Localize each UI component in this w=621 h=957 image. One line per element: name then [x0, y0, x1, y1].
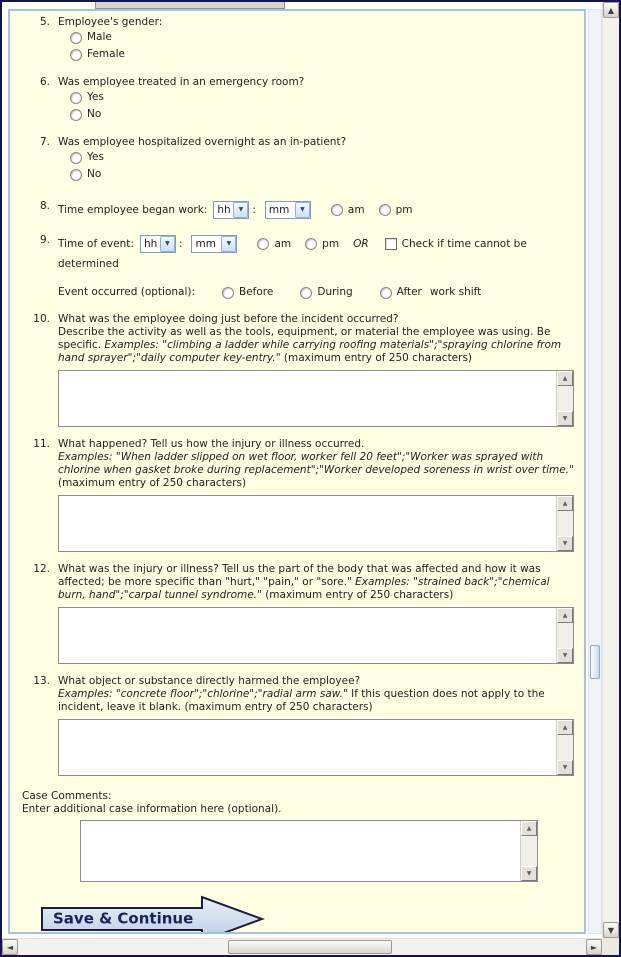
horizontal-scrollbar[interactable] — [2, 938, 602, 955]
examples-text: Examples: "When ladder slipped on wet floor, worker fell 20 feet";"Worker was sprayed with chlorine when gasket broke during replacement";"Worker developed soreness in wrist over time." — [58, 451, 574, 476]
textarea-scrollbar[interactable] — [556, 720, 573, 775]
began-work-hour-select[interactable]: hh ▼ — [213, 201, 249, 219]
question-number: 12. — [33, 563, 50, 575]
q11-what-happened-textarea[interactable] — [58, 495, 574, 552]
question-label: What object or substance directly harmed the employee? — [58, 675, 361, 687]
question-number: 10. — [33, 313, 50, 325]
question-label: Time of event: — [58, 238, 134, 250]
question-8: 8. Time employee began work: hh ▼ : mm ▼ am pm — [22, 200, 574, 220]
down-arrow-icon: ▼ — [607, 925, 615, 935]
scroll-down-icon[interactable]: ▼ — [557, 648, 573, 663]
scroll-up-button[interactable] — [603, 2, 619, 18]
scroll-down-icon[interactable]: ▼ — [557, 411, 573, 426]
began-work-minute-select[interactable]: mm ▼ — [265, 201, 311, 219]
radio-before[interactable] — [222, 287, 234, 299]
work-shift-label: work shift — [429, 286, 482, 298]
scroll-down-icon[interactable]: ▼ — [557, 760, 573, 775]
radio-label: No — [87, 108, 102, 120]
radio-hospitalized-yes[interactable] — [70, 152, 82, 164]
question-label: What was the injury or illness? Tell us the part of the body that was affected and how it was affected; be more specific than "hurt," "pain," or "sore." Examples: "strained back";"chemical burn, hand";"carpal tunnel syndrome." (maximum entry of 250 characters) — [58, 563, 550, 601]
scroll-up-icon[interactable]: ▲ — [557, 608, 573, 623]
case-comments-section — [22, 790, 574, 882]
case-comments-sublabel: Enter additional case information here (optional). — [22, 803, 282, 815]
scroll-up-icon[interactable]: ▲ — [521, 821, 537, 836]
up-arrow-icon: ▲ — [607, 5, 615, 15]
question-description — [58, 688, 574, 714]
question-number: 6. — [39, 76, 50, 88]
question-number: 8. — [39, 200, 50, 212]
question-12 — [22, 563, 574, 664]
question-number: 5. — [39, 16, 50, 28]
scroll-up-icon[interactable]: ▲ — [557, 371, 573, 386]
radio-event-am[interactable] — [257, 238, 269, 250]
form-scrollbar[interactable] — [588, 9, 602, 934]
question-6 — [22, 76, 574, 123]
event-hour-select[interactable]: hh ▼ — [140, 235, 176, 253]
question-label: What happened? Tell us how the injury or illness occurred. — [58, 438, 365, 450]
radio-option-during[interactable]: During — [300, 286, 352, 299]
question-description — [58, 451, 574, 490]
scroll-up-icon[interactable]: ▲ — [557, 720, 573, 735]
max-chars-note: (maximum entry of 250 characters) — [265, 589, 454, 601]
radio-event-pm[interactable] — [305, 238, 317, 250]
question-number: 13. — [33, 675, 50, 687]
event-minute-select[interactable]: mm ▼ — [191, 235, 237, 253]
clipped-control[interactable] — [95, 2, 285, 9]
max-chars-note: (maximum entry of 250 characters) — [283, 352, 473, 364]
radio-er-yes[interactable] — [70, 92, 82, 104]
radio-option-female[interactable] — [70, 46, 574, 63]
save-continue-button[interactable] — [40, 894, 266, 934]
textarea-scrollbar[interactable] — [556, 608, 573, 663]
question-7 — [22, 136, 574, 183]
left-arrow-icon: ◄ — [6, 942, 14, 952]
radio-option-er-no[interactable] — [70, 106, 574, 123]
q13-object-substance-textarea[interactable] — [58, 719, 574, 776]
question-11 — [22, 438, 574, 552]
radio-male[interactable] — [70, 32, 82, 44]
max-chars-note: If this question does not apply to the incident, leave it blank. (maximum entry of 250 characters) — [58, 688, 545, 713]
textarea-scrollbar[interactable] — [520, 821, 537, 881]
incident-report-form — [8, 9, 586, 934]
radio-er-no[interactable] — [70, 109, 82, 121]
radio-option-before[interactable]: Before — [222, 286, 273, 299]
question-13 — [22, 675, 574, 776]
dropdown-arrow-icon: ▼ — [160, 236, 175, 252]
examples-text: Examples: "climbing a ladder while carrying roofing materials";"spraying chlorine from hand sprayer";"daily computer key-entry." — [58, 339, 562, 364]
radio-began-am[interactable] — [331, 204, 343, 216]
question-label: Was employee hospitalized overnight as an in-patient? — [58, 136, 347, 148]
radio-option-hospitalized-no[interactable] — [70, 166, 574, 183]
radio-option-er-yes[interactable] — [70, 89, 574, 106]
question-number: 7. — [39, 136, 50, 148]
radio-label: Male — [87, 31, 112, 43]
checkbox-label: Check if time cannot be determined — [58, 238, 527, 270]
case-comments-label: Case Comments: — [22, 790, 112, 802]
q12-injury-illness-textarea[interactable] — [58, 607, 574, 664]
scroll-right-button[interactable] — [586, 939, 602, 955]
radio-label: Yes — [87, 91, 104, 103]
question-label: Time employee began work: — [58, 204, 208, 216]
scroll-left-button[interactable] — [2, 939, 18, 955]
vertical-scrollbar[interactable] — [602, 2, 619, 938]
radio-female[interactable] — [70, 49, 82, 61]
time-undetermined-checkbox[interactable] — [385, 238, 397, 250]
right-arrow-icon: ► — [590, 942, 598, 952]
scroll-down-icon[interactable]: ▼ — [521, 866, 537, 881]
question-number: 11. — [33, 438, 50, 450]
scroll-down-icon[interactable]: ▼ — [557, 536, 573, 551]
scroll-up-icon[interactable]: ▲ — [557, 496, 573, 511]
radio-label: Yes — [87, 151, 104, 163]
radio-option-began-am[interactable]: am — [331, 200, 365, 220]
dropdown-arrow-icon: ▼ — [233, 202, 248, 218]
radio-option-event-pm[interactable]: pm — [305, 234, 339, 254]
question-9: 9. Time of event: hh ▼ : mm ▼ am pm OR Check if time cannot be determined Event occurred (optional): Before During After work shift — [22, 234, 574, 301]
dropdown-arrow-icon: ▼ — [295, 202, 310, 218]
radio-label: No — [87, 168, 102, 180]
radio-option-male[interactable] — [70, 29, 574, 46]
radio-label: Female — [87, 48, 125, 60]
examples-text: Examples: "concrete floor";"chlorine";"radial arm saw." — [58, 688, 352, 700]
radio-during[interactable] — [300, 287, 312, 299]
question-label: Employee's gender: — [58, 16, 163, 28]
horizontal-scrollbar-thumb[interactable] — [228, 940, 392, 954]
radio-began-pm[interactable] — [379, 204, 391, 216]
question-number: 9. — [39, 234, 50, 246]
question-label: Was employee treated in an emergency room? — [58, 76, 305, 88]
question-description: Describe the activity as well as the tools, equipment, or material the employee was using. Be specific. Examples: "climbing a ladder while carrying roofing materials";"spraying chlorine from hand sprayer";"daily computer key-entry." (maximum entry of 250 characters) — [58, 326, 562, 364]
radio-after[interactable] — [380, 287, 392, 299]
question-5 — [22, 16, 574, 63]
save-continue-label: Save & Continue — [53, 909, 194, 928]
textarea-scrollbar[interactable] — [556, 371, 573, 426]
textarea-scrollbar[interactable] — [556, 496, 573, 551]
case-comments-textarea[interactable] — [80, 820, 538, 882]
event-occurred-label: Event occurred (optional): — [58, 286, 196, 298]
q10-description-textarea[interactable] — [58, 370, 574, 427]
question-10 — [22, 313, 574, 427]
max-chars-note: (maximum entry of 250 characters) — [58, 477, 247, 489]
examples-text: Examples: "strained back";"chemical burn, hand";"carpal tunnel syndrome." — [58, 576, 550, 601]
radio-option-event-am[interactable]: am — [257, 234, 291, 254]
radio-option-began-pm[interactable]: pm — [379, 200, 413, 220]
scrollbar-corner — [602, 938, 619, 955]
radio-option-after[interactable]: After — [380, 286, 422, 299]
radio-option-hospitalized-yes[interactable] — [70, 149, 574, 166]
form-scrollbar-thumb[interactable] — [590, 645, 600, 679]
radio-hospitalized-no[interactable] — [70, 169, 82, 181]
page-area — [2, 2, 602, 938]
question-label: What was the employee doing just before the incident occurred? — [58, 313, 399, 325]
dropdown-arrow-icon: ▼ — [221, 236, 236, 252]
scroll-down-button[interactable] — [603, 922, 619, 938]
or-text: OR — [353, 238, 369, 250]
